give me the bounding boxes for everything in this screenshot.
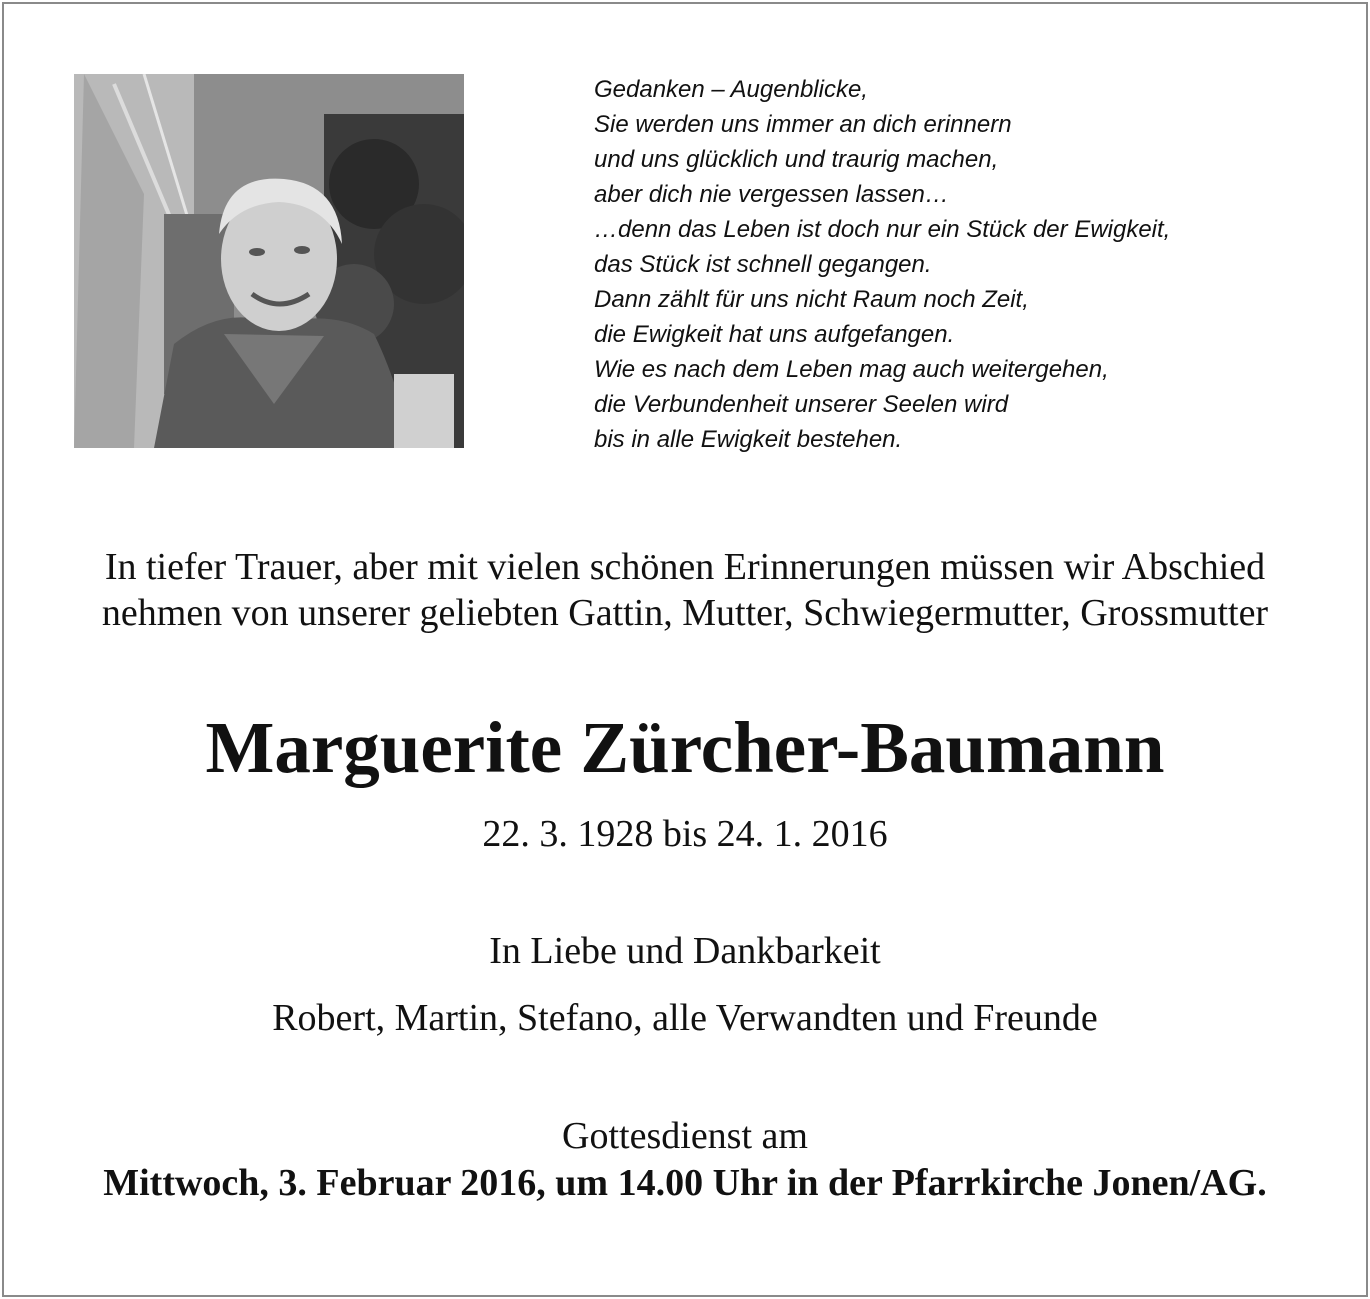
poem <box>594 72 1334 457</box>
poem-line: Dann zählt für uns nicht Raum noch Zeit, <box>594 286 1029 313</box>
portrait-photo <box>74 74 464 448</box>
intro-line: nehmen von unserer geliebten Gattin, Mutter, Schwiegermutter, Grossmutter <box>101 592 1269 634</box>
thanks-line: In Liebe und Dankbarkeit <box>489 930 881 972</box>
poem-line: …denn das Leben ist doch nur ein Stück der Ewigkeit, <box>594 216 1171 243</box>
service-detail: Mittwoch, 3. Februar 2016, um 14.00 Uhr in der Pfarrkirche Jonen/AG. <box>103 1162 1267 1204</box>
service-label: Gottesdienst am <box>562 1115 808 1157</box>
poem-line: Gedanken – Augenblicke, <box>594 76 868 103</box>
poem-line: die Verbundenheit unserer Seelen wird <box>594 391 1009 418</box>
intro-line: In tiefer Trauer, aber mit vielen schönen Erinnerungen müssen wir Abschied <box>104 546 1266 588</box>
portrait-image <box>74 74 464 448</box>
poem-line: das Stück ist schnell gegangen. <box>594 251 932 278</box>
poem-line: bis in alle Ewigkeit bestehen. <box>594 426 903 453</box>
poem-line: Wie es nach dem Leben mag auch weitergehen, <box>594 356 1109 383</box>
poem-line: die Ewigkeit hat uns aufgefangen. <box>594 321 955 348</box>
life-dates: 22. 3. 1928 bis 24. 1. 2016 <box>482 813 888 855</box>
intro-text <box>0 544 1370 636</box>
poem-line: und uns glücklich und traurig machen, <box>594 146 999 173</box>
poem-line: Sie werden uns immer an dich erinnern <box>594 111 1012 138</box>
poem-line: aber dich nie vergessen lassen… <box>594 181 949 208</box>
deceased-name: Marguerite Zürcher-Baumann <box>205 707 1165 788</box>
family-names: Robert, Martin, Stefano, alle Verwandten und Freunde <box>272 997 1098 1039</box>
